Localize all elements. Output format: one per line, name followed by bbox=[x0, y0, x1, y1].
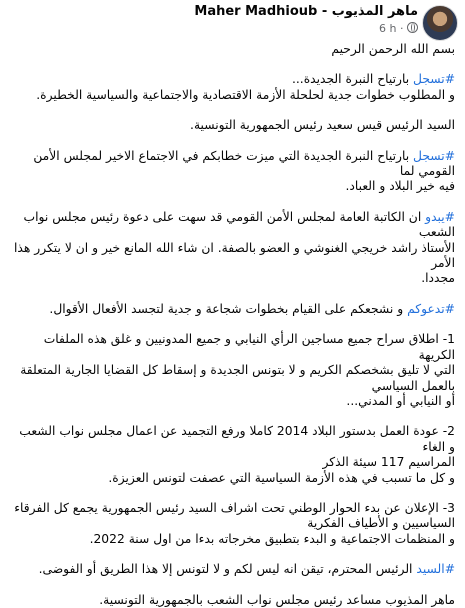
meta-separator: · bbox=[400, 22, 404, 35]
post-line: و المطلوب خطوات جدية لحلحلة الأزمة الاقتصادية والاجتماعية والسياسية الخطيرة. bbox=[36, 87, 455, 102]
hashtag-link[interactable]: #تسجل bbox=[413, 72, 455, 87]
post-line: #تسجل بارتياح النبرة الجديدة... bbox=[291, 72, 455, 87]
post-line: أو النيابي أو المدني... bbox=[346, 393, 455, 408]
avatar[interactable] bbox=[422, 5, 458, 41]
hashtag-link[interactable]: #يبدو bbox=[425, 209, 455, 224]
post-line: التي لا تليق بشخصكم الكريم و لا بتونس الجديدة و إسقاط كل القضايا الجارية المتعلقة bbox=[20, 363, 455, 378]
post-line: بسم الله الرحمن الرحيم bbox=[331, 42, 455, 56]
post-line: و كل ما تسبب في هذه الأزمة السياسية التي عصفت لتونس العزيزة. bbox=[108, 470, 455, 485]
hashtag-link[interactable]: #تدعوكم bbox=[407, 301, 455, 316]
author-name[interactable]: Maher Madhioub - ماهر المذيوب bbox=[194, 4, 418, 19]
post-line: ماهر المذيوب مساعد رئيس مجلس نواب الشعب بالجمهورية التونسية. bbox=[99, 592, 455, 607]
post-line: السيد الرئيس قيس سعيد رئيس الجمهورية التونسية. bbox=[190, 118, 455, 133]
post-header bbox=[0, 0, 465, 40]
post-body bbox=[0, 42, 465, 608]
post-line: مجددا. bbox=[421, 271, 455, 286]
post-line: #تسجل بارتياح النبرة الجديدة التي ميزت خطابكم في الاجتماع الاخير لمجلس الأمن القومي لما bbox=[33, 148, 455, 179]
post-line: 2- عودة العمل بدستور البلاد 2014 كاملا ورفع التجميد عن اعمال مجلس نواب الشعب و الغاء bbox=[19, 424, 455, 454]
post-line: السياسيين و الأطياف الفكرية bbox=[307, 516, 455, 531]
post-line: 1- اطلاق سراح جميع مساجين الرأي النيابي و جميع المدونيين و غلق هذه الملفات الكريهة bbox=[43, 332, 455, 362]
post-line: المراسيم 117 سيئة الذكر bbox=[322, 455, 455, 470]
hashtag-link[interactable]: #السيد bbox=[416, 562, 455, 577]
globe-icon bbox=[407, 22, 418, 33]
hashtag-link[interactable]: #تسجل bbox=[413, 148, 455, 163]
post-line: #السيد الرئيس المحترم، تيقن انه ليس لكم و لا لتونس إلا هذا الطريق أو الفوضى. bbox=[38, 562, 455, 577]
post-line: الأستاذ راشد خريجي الغنوشي و العضو بالصفة. ان شاء الله المانع خير و ان لا يتكرر هذا الأمر bbox=[14, 240, 455, 271]
post-line: 3- الإعلان عن بدء الحوار الوطني تحت اشراف السيد رئيس الجمهورية يجمع كل الفرقاء bbox=[14, 500, 455, 515]
post-line: #تدعوكم و نشجعكم على القيام بخطوات شجاعة و جدية لتجسد الأفعال الأقوال. bbox=[49, 301, 455, 316]
post-line: فيه خير البلاد و العباد. bbox=[345, 179, 455, 194]
post-line: #يبدو ان الكاتبة العامة لمجلس الأمن القومي قد سهت على دعوة رئيس مجلس نواب الشعب bbox=[23, 209, 455, 240]
post-meta bbox=[379, 22, 418, 35]
post-line: بالعمل السياسي bbox=[371, 378, 455, 393]
post-line: و المنظمات الاجتماعية و البدء بتطبيق مخرجاته بدءا من اول سنة 2022. bbox=[89, 531, 455, 546]
post-time[interactable]: 6 h bbox=[379, 22, 397, 35]
